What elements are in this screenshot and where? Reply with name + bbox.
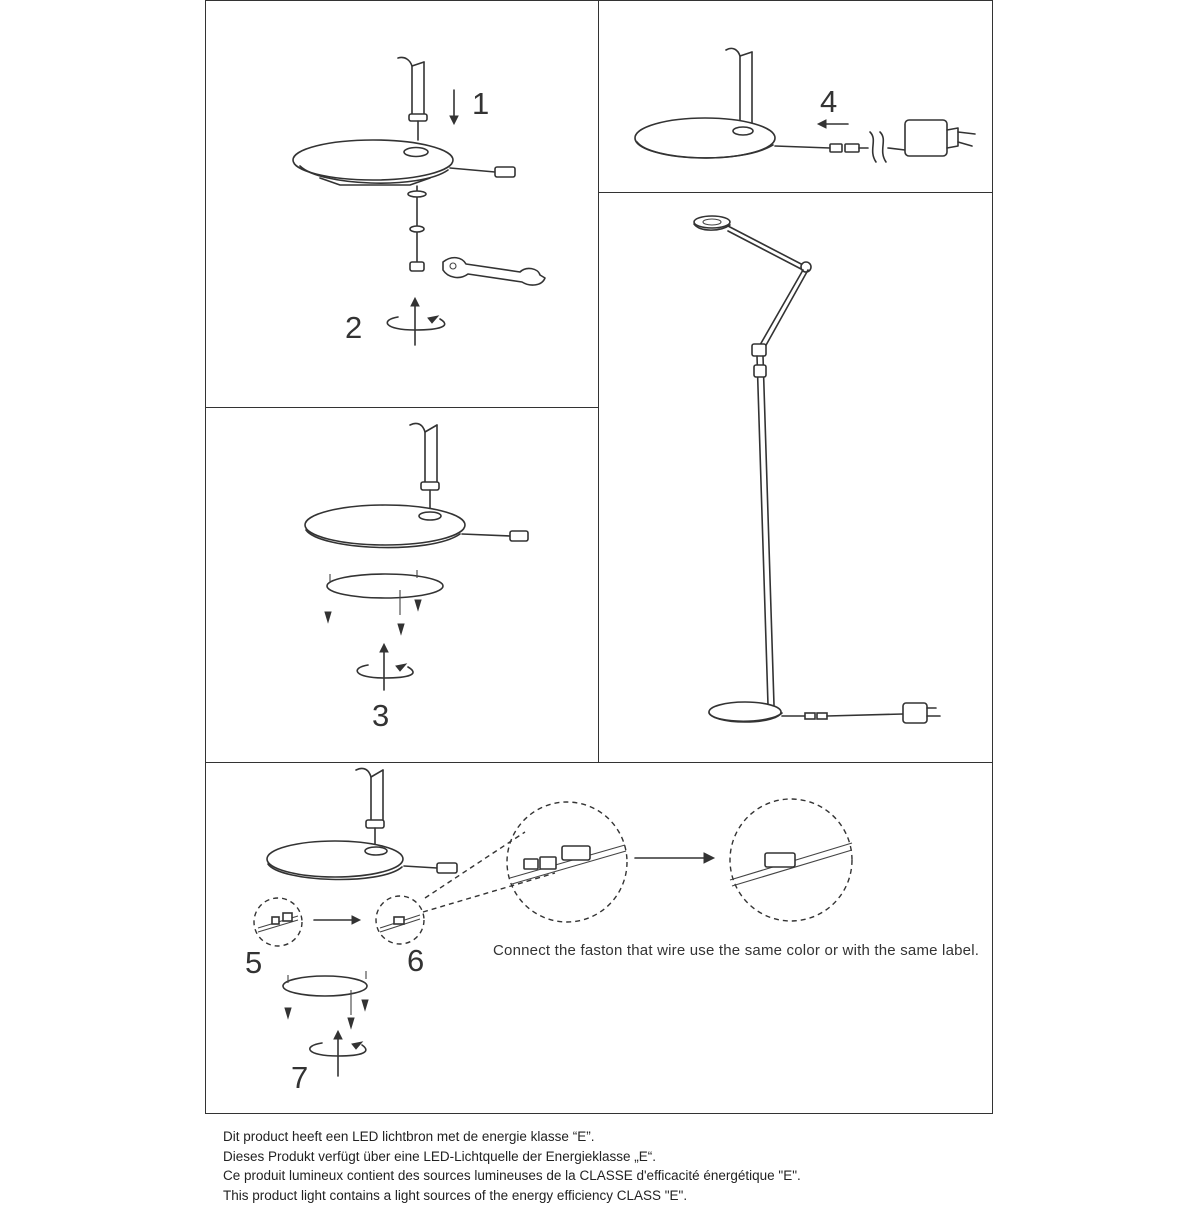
footer-line-dutch: Dit product heeft een LED lichtbron met de energie klasse “E”. — [223, 1127, 801, 1147]
footer-line-german: Dieses Produkt verfügt über eine LED-Lichtquelle der Energieklasse „E“. — [223, 1147, 801, 1167]
footer-line-french: Ce produit lumineux contient des sources lumineuses de la CLASSE d'efficacité énergétique "E". — [223, 1166, 801, 1186]
step-number-2: 2 — [345, 312, 362, 343]
step-number-4: 4 — [820, 86, 837, 117]
wiring-instruction-text: Connect the faston that wire use the same color or with the same label. — [493, 942, 979, 959]
step-number-3: 3 — [372, 700, 389, 731]
step-number-5: 5 — [245, 947, 262, 978]
step-number-6: 6 — [407, 945, 424, 976]
step-number-1: 1 — [472, 88, 489, 119]
energy-label-footer — [223, 1127, 801, 1205]
step-number-7: 7 — [291, 1062, 308, 1093]
footer-line-english: This product light contains a light sources of the energy efficiency CLASS "E". — [223, 1186, 801, 1205]
